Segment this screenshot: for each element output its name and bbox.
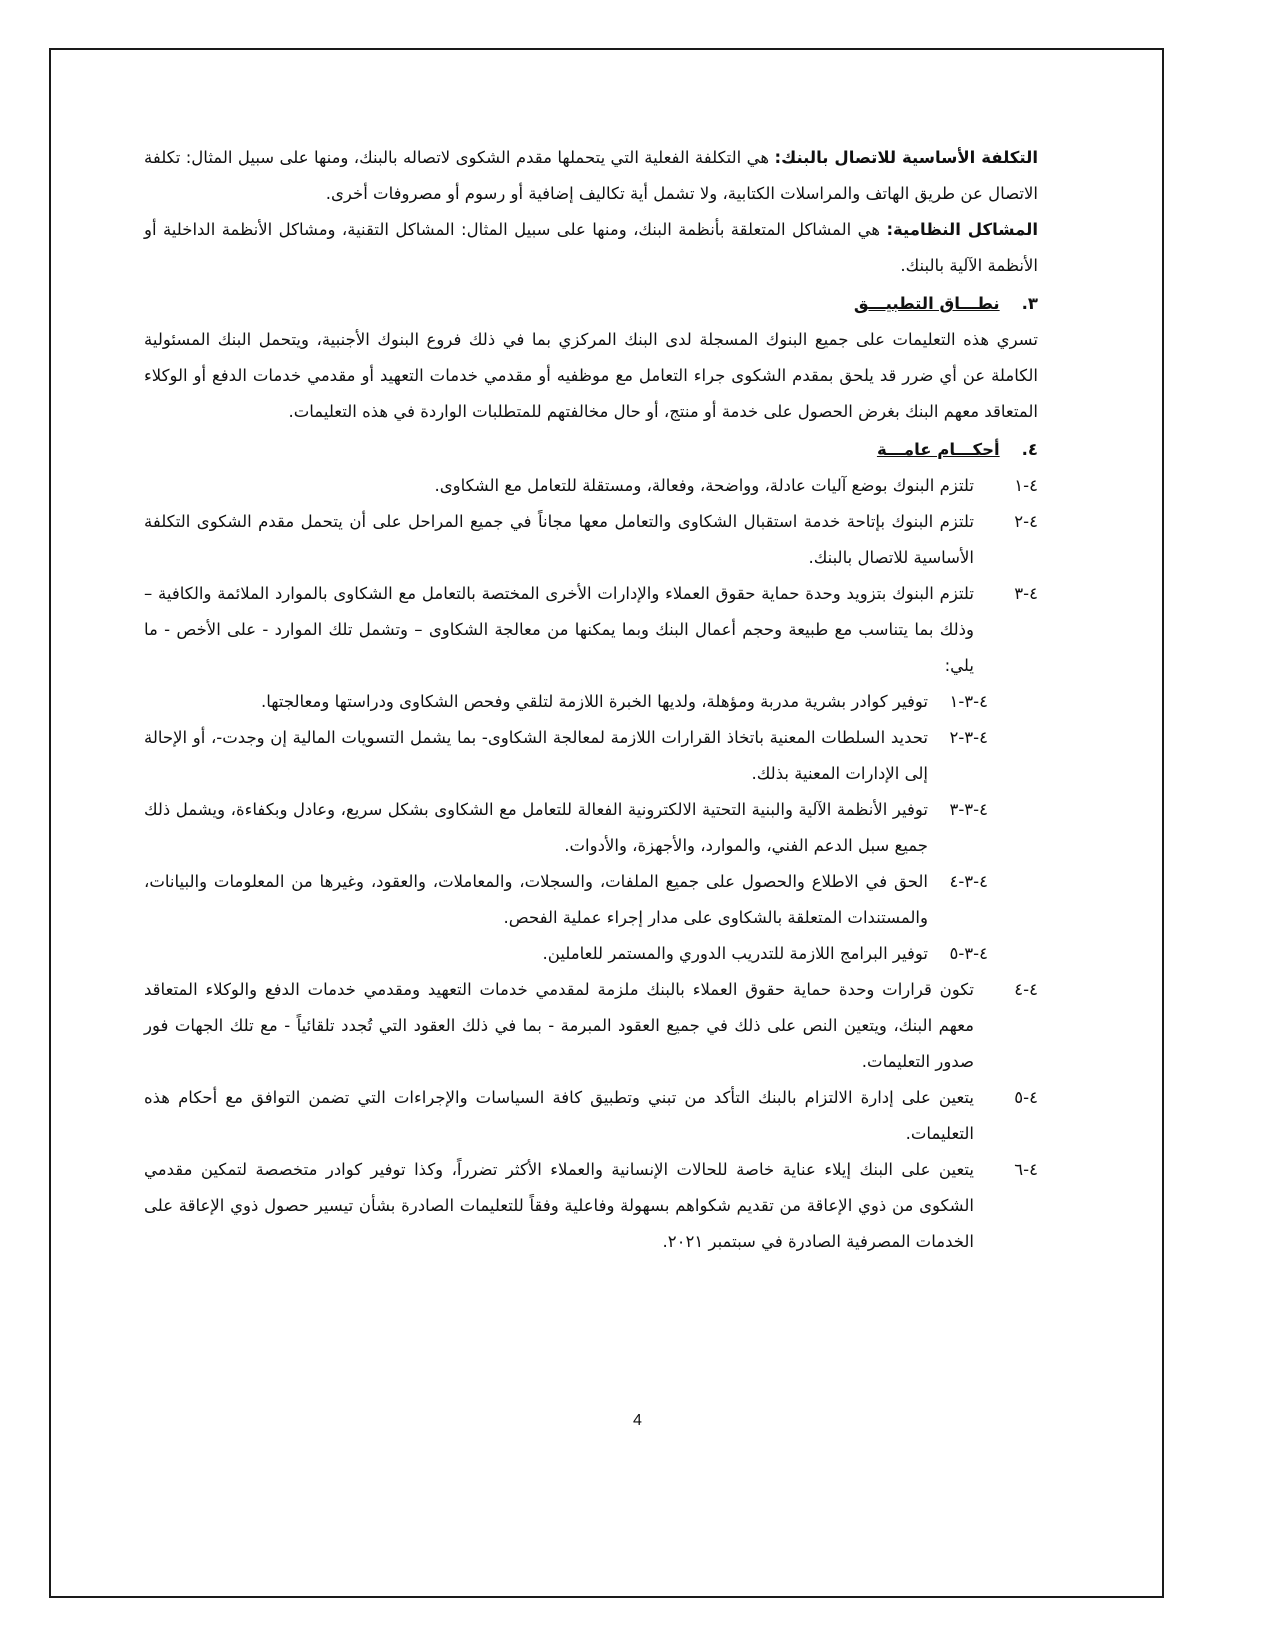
section-title: نطـــاق التطبيـــق xyxy=(853,294,1000,313)
item-number: ٤-٣ xyxy=(1014,584,1038,603)
item-text: توفير الأنظمة الآلية والبنية التحتية الالكترونية الفعالة للتعامل مع الشكاوى بشكل سريع، وعادل وبكفاءة، ويشمل ذلك جميع سبل الدعم الفني، والموارد، والأجهزة، والأدوات. xyxy=(144,800,928,855)
definition-term: المشاكل النظامية: xyxy=(886,220,1038,239)
item-text: تلتزم البنوك بإتاحة خدمة استقبال الشكاوى والتعامل معها مجاناً في جميع المراحل على أن يتحمل مقدم الشكوى التكلفة الأساسية للاتصال بالبنك. xyxy=(144,512,974,567)
sub-list-item xyxy=(144,684,1038,720)
item-text: توفير كوادر بشرية مدربة ومؤهلة، ولديها الخبرة اللازمة لتلقي وفحص الشكاوى ودراستها ومعالجتها. xyxy=(261,692,928,711)
item-text: تكون قرارات وحدة حماية حقوق العملاء بالبنك ملزمة لمقدمي خدمات التعهيد ومقدمي خدمات الدفع والوكلاء المتعاقد معهم البنك، ويتعين النص على ذلك في جميع العقود المبرمة - بما في ذلك العقود التي تُجدد تلقائياً - مع تلك الجهات فور صدور التعليمات. xyxy=(144,980,974,1071)
item-text: يتعين على البنك إيلاء عناية خاصة للحالات الإنسانية والعملاء الأكثر تضرراً، وكذا توفير كوادر متخصصة لتمكين مقدمي الشكوى من ذوي الإعاقة من تقديم شكواهم بسهولة وفاعلية وفقاً للتعليمات الصادرة بشأن تيسير حصول ذوي الإعاقة على الخدمات المصرفية الصادرة في سبتمبر ٢٠٢١. xyxy=(144,1160,974,1251)
item-number: ٤-٣-٣ xyxy=(949,800,988,819)
item-number: ٤-١ xyxy=(1014,476,1038,495)
list-item xyxy=(144,1080,1038,1152)
page-number: 4 xyxy=(633,1412,642,1429)
item-text: تلتزم البنوك بتزويد وحدة حماية حقوق العملاء والإدارات الأخرى المختصة بالتعامل مع الشكاوى بالموارد الملائمة والكافية – وذلك بما يتناسب مع طبيعة وحجم أعمال البنك وبما يمكنها من معالجة الشكاوى – وتشمل تلك الموارد - على الأخص - ما يلي: xyxy=(144,584,974,675)
item-number: ٤-٣-١ xyxy=(949,692,988,711)
item-number: ٤-٤ xyxy=(1014,980,1038,999)
definition-text: هي المشاكل المتعلقة بأنظمة البنك، ومنها على سبيل المثال: المشاكل التقنية، ومشاكل الأنظمة الداخلية أو الأنظمة الآلية بالبنك. xyxy=(144,220,1038,275)
item-number: ٤-٣-٥ xyxy=(949,944,988,963)
list-item xyxy=(144,972,1038,1080)
list-item xyxy=(144,468,1038,504)
item-text: الحق في الاطلاع والحصول على جميع الملفات، والسجلات، والمعاملات، والعقود، وغيرها من المعلومات والبيانات، والمستندات المتعلقة بالشكاوى على مدار إجراء عملية الفحص. xyxy=(144,872,928,927)
document-body xyxy=(144,140,1038,1260)
item-number: ٤-٥ xyxy=(1014,1088,1038,1107)
section-title: أحكـــام عامـــة xyxy=(876,440,1000,459)
list-item xyxy=(144,504,1038,576)
list-item xyxy=(144,1152,1038,1260)
definition-systemic-problems xyxy=(144,212,1038,284)
item-text: يتعين على إدارة الالتزام بالبنك التأكد من تبني وتطبيق كافة السياسات والإجراءات التي تضمن التوافق مع أحكام هذه التعليمات. xyxy=(144,1088,974,1143)
item-number: ٤-٢ xyxy=(1014,512,1038,531)
definition-text: هي التكلفة الفعلية التي يتحملها مقدم الشكوى لاتصاله بالبنك، ومنها على سبيل المثال: تكلفة الاتصال عن طريق الهاتف والمراسلات الكتابية، ولا تشمل أية تكاليف إضافية أو رسوم أو مصروفات أخرى. xyxy=(144,148,1038,203)
list-item xyxy=(144,576,1038,684)
section-4-heading xyxy=(144,432,1038,468)
section-3-heading xyxy=(144,286,1038,322)
sub-list-item xyxy=(144,792,1038,864)
definition-basic-cost xyxy=(144,140,1038,212)
sub-list-item xyxy=(144,936,1038,972)
sub-list-item xyxy=(144,864,1038,936)
definition-term: التكلفة الأساسية للاتصال بالبنك: xyxy=(774,148,1038,167)
item-number: ٤-٣-٤ xyxy=(949,872,988,891)
item-number: ٤-٣-٢ xyxy=(949,728,988,747)
sub-list-item xyxy=(144,720,1038,792)
item-text: تحديد السلطات المعنية باتخاذ القرارات اللازمة لمعالجة الشكاوى- بما يشمل التسويات المالية إن وجدت-، أو الإحالة إلى الإدارات المعنية بذلك. xyxy=(144,728,928,783)
section-3-text: تسري هذه التعليمات على جميع البنوك المسجلة لدى البنك المركزي بما في ذلك فروع البنوك الأجنبية، ويتحمل البنك المسئولية الكاملة عن أي ضرر قد يلحق بمقدم الشكوى جراء التعامل مع موظفيه أو مقدمي خدمات التعهيد أو مقدمي خدمات الدفع أو الوكلاء المتعاقد معهم البنك بغرض الحصول على خدمة أو منتج، أو حال مخالفتهم للمتطلبات الواردة في هذه التعليمات. xyxy=(144,330,1038,421)
item-number: ٤-٦ xyxy=(1014,1160,1038,1179)
item-text: تلتزم البنوك بوضع آليات عادلة، وواضحة، وفعالة، ومستقلة للتعامل مع الشكاوى. xyxy=(434,476,974,495)
section-number: ٤. xyxy=(1021,440,1038,459)
section-number: ٣. xyxy=(1021,294,1038,313)
item-text: توفير البرامج اللازمة للتدريب الدوري والمستمر للعاملين. xyxy=(542,944,928,963)
